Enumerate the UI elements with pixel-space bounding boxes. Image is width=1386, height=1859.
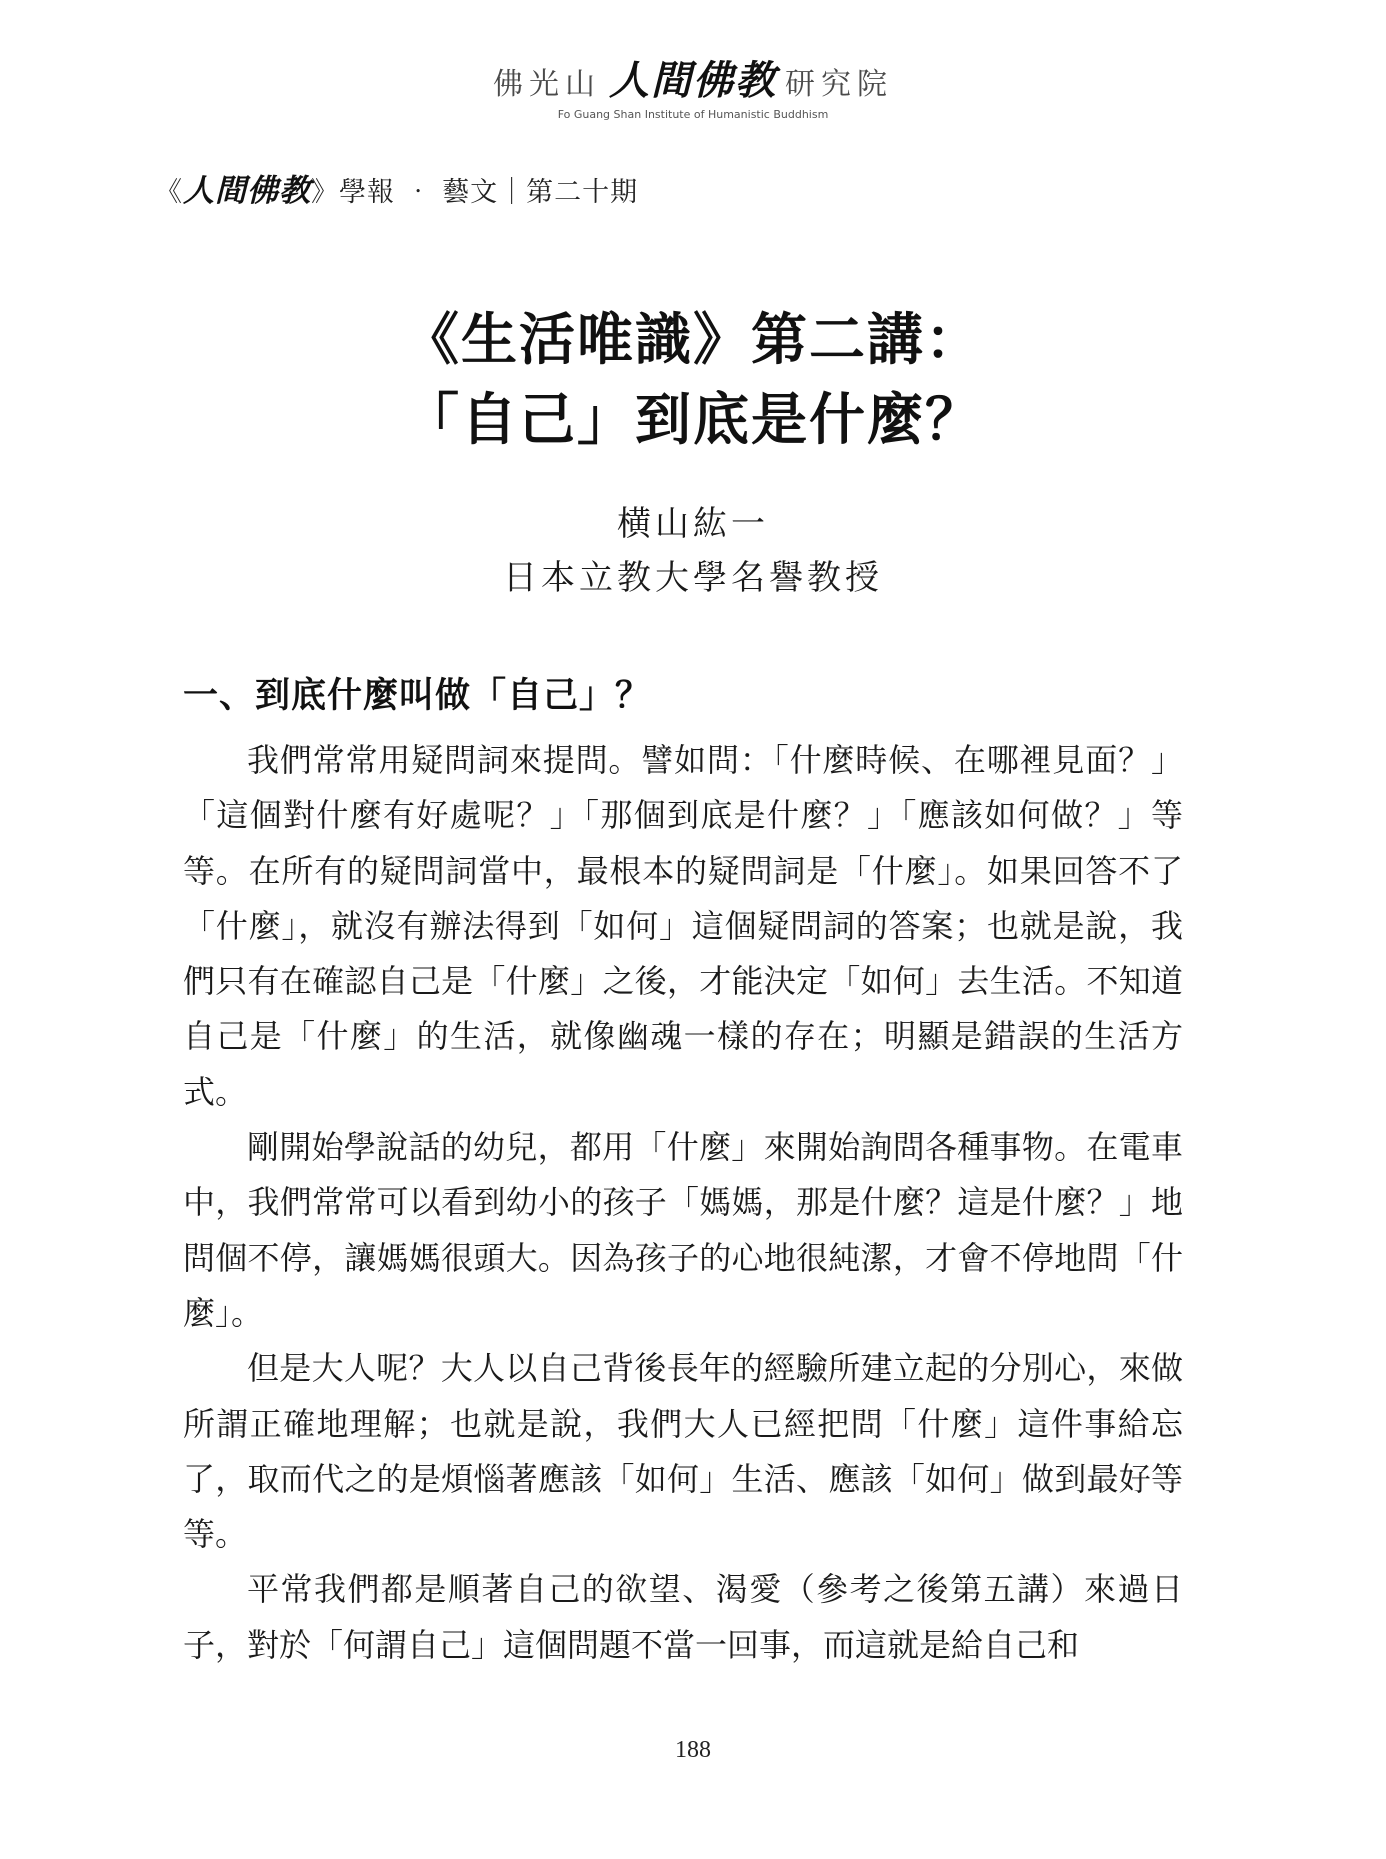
paragraph: 平常我們都是順著自己的欲望、渴愛（參考之後第五講）來過日子，對於「何謂自己」這個問題不當一回事，而這就是給自己和 xyxy=(183,1570,1183,1664)
page-number: 188 xyxy=(675,1737,711,1763)
article-title xyxy=(0,300,1386,460)
institute-suffix: 研究院 xyxy=(785,67,893,102)
article-title-line-1: 《生活唯識》第二講： xyxy=(403,307,983,373)
paragraph: 剛開始學說話的幼兒，都用「什麼」來開始詢問各種事物。在電車中，我們常常可以看到幼小的孩子「媽媽，那是什麼？這是什麼？」地問個不停，讓媽媽很頭大。因為孩子的心地很純潔，才會不停地問「什麼」。 xyxy=(183,1128,1183,1332)
author-affiliation: 日本立教大學名譽教授 xyxy=(503,558,883,598)
institute-prefix: 佛光山 xyxy=(493,67,601,102)
journal-running-head xyxy=(155,165,638,210)
institute-header xyxy=(0,57,1386,121)
journal-brand: 人間佛教 xyxy=(183,173,311,209)
journal-issue-info: 》學報 ‧ 藝文｜第二十期 xyxy=(311,177,639,208)
author-name: 横山紘一 xyxy=(617,504,769,544)
section-heading: 一、到底什麼叫做「自己」？ xyxy=(183,675,652,716)
institute-english-name: Fo Guang Shan Institute of Humanistic Buddhism xyxy=(557,108,829,121)
author-block xyxy=(0,497,1386,605)
journal-open-bracket: 《 xyxy=(155,177,183,208)
paragraph: 我們常常用疑問詞來提問。譬如問：「什麼時候、在哪裡見面？」「這個對什麼有好處呢？」「那個到底是什麼？」「應該如何做？」等等。在所有的疑問詞當中，最根本的疑問詞是「什麼」。如果回答不了「什麼」，就沒有辦法得到「如何」這個疑問詞的答案；也就是說，我們只有在確認自己是「什麼」之後，才能決定「如何」去生活。不知道自己是「什麼」的生活，就像幽魂一樣的存在；明顯是錯誤的生活方式。 xyxy=(183,741,1183,1111)
institute-brand-logo: 人間佛教 xyxy=(609,57,777,104)
paragraph: 但是大人呢？大人以自己背後長年的經驗所建立起的分別心，來做所謂正確地理解；也就是說，我們大人已經把問「什麼」這件事給忘了，取而代之的是煩惱著應該「如何」生活、應該「如何」做到最好等等。 xyxy=(183,1349,1183,1554)
institute-name xyxy=(0,57,1386,104)
article-title-line-2: 「自己」到底是什麼？ xyxy=(403,387,983,453)
body-text xyxy=(183,733,1183,1673)
